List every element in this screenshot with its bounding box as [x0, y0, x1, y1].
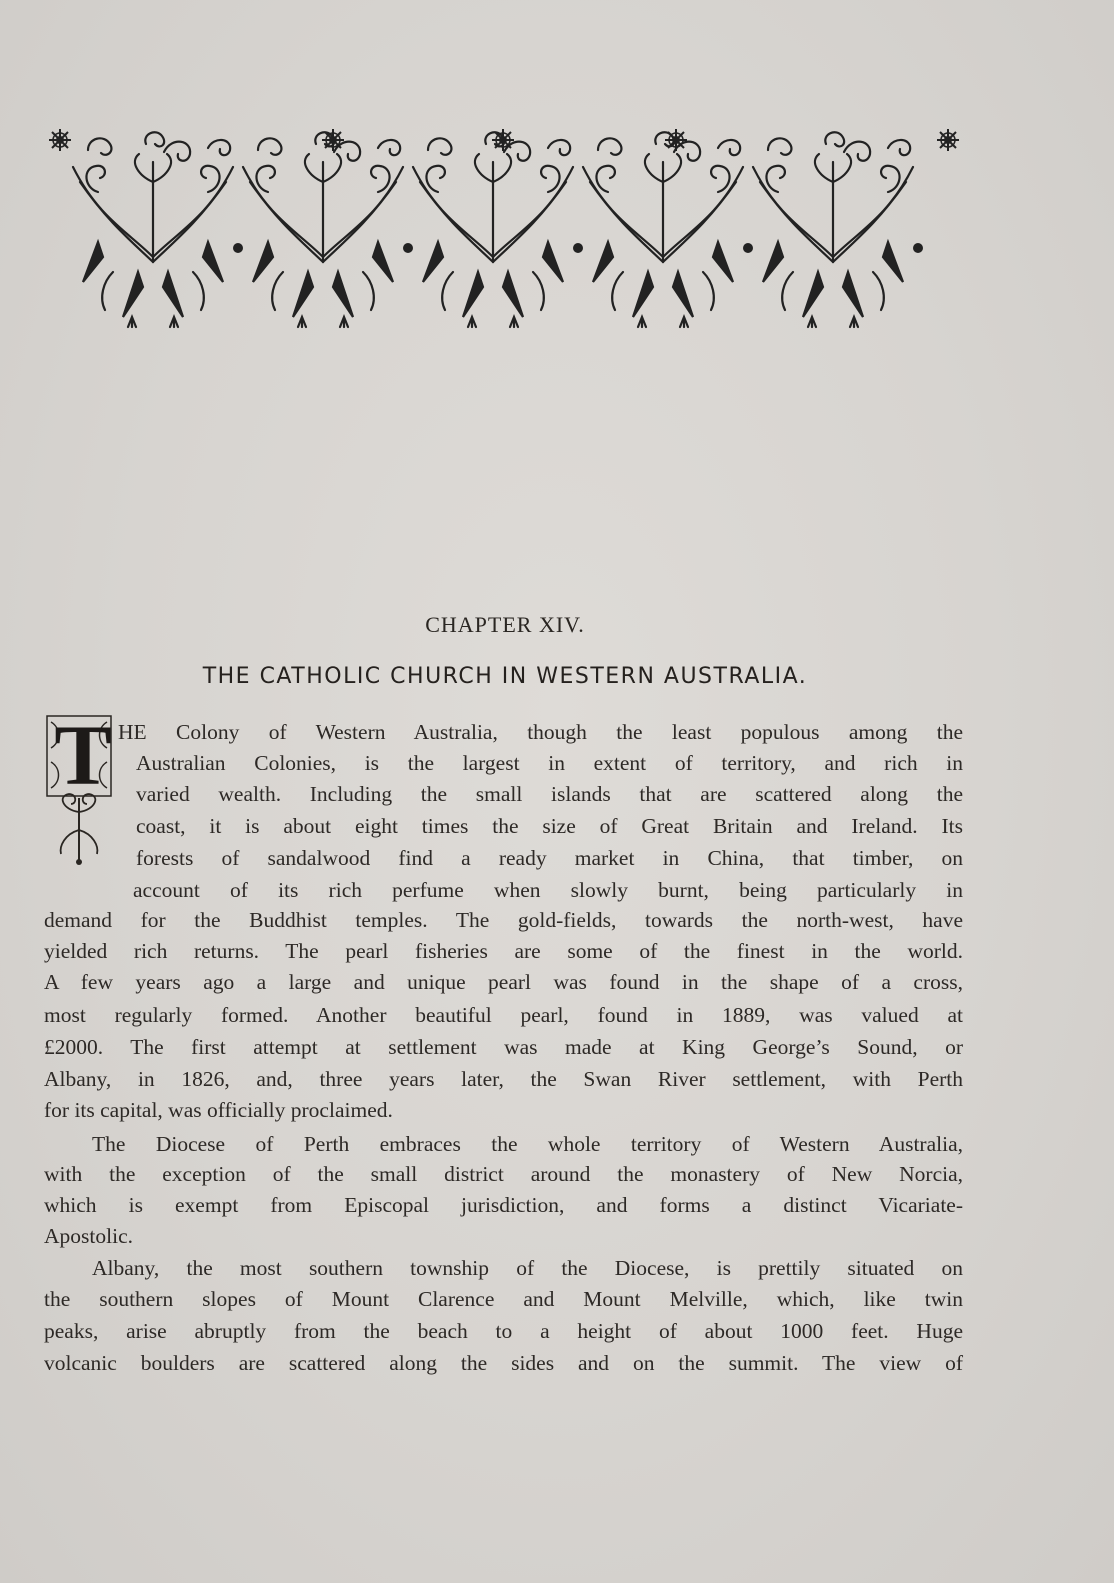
text-line: Albany, in 1826, and, three years later, the Swan River settlement, with Perth [44, 1067, 963, 1091]
text-line: for its capital, was officially proclaimed. [44, 1098, 393, 1122]
text-line: coast, it is about eight times the size of Great Britain and Ireland. Its [136, 814, 963, 838]
text-line: account of its rich perfume when slowly burnt, being particularly in [133, 878, 963, 902]
chapter-title: THE CATHOLIC CHURCH IN WESTERN AUSTRALIA. [202, 664, 808, 689]
drop-cap-letter: T [54, 707, 112, 803]
chapter-number: CHAPTER XIV. [425, 612, 585, 637]
text-line: A few years ago a large and unique pearl was found in the shape of a cross, [44, 970, 963, 994]
text-line: demand for the Buddhist temples. The gold-fields, towards the north-west, have [44, 908, 963, 932]
text-line: £2000. The first attempt at settlement was made at King George’s Sound, or [44, 1035, 963, 1059]
text-line: HE Colony of Western Australia, though the least populous among the [118, 720, 963, 744]
text-line: The Diocese of Perth embraces the whole territory of Western Australia, [92, 1132, 963, 1156]
text-line: forests of sandalwood find a ready market in China, that timber, on [136, 846, 963, 870]
text-line: the southern slopes of Mount Clarence and Mount Melville, which, like twin [44, 1287, 963, 1311]
text-line: Apostolic. [44, 1224, 133, 1248]
text-line: varied wealth. Including the small islands that are scattered along the [136, 782, 963, 806]
text-line: most regularly formed. Another beautiful pearl, found in 1889, was valued at [44, 1003, 963, 1027]
text-line: Australian Colonies, is the largest in extent of territory, and rich in [136, 751, 963, 775]
floral-headpiece-icon [48, 122, 970, 340]
text-line: Albany, the most southern township of the Diocese, is prettily situated on [92, 1256, 963, 1280]
text-line: with the exception of the small district around the monastery of New Norcia, [44, 1162, 963, 1186]
text-line: volcanic boulders are scattered along the sides and on the summit. The view of [44, 1351, 963, 1375]
text-line: peaks, arise abruptly from the beach to a height of about 1000 feet. Huge [44, 1319, 963, 1343]
text-line: which is exempt from Episcopal jurisdiction, and forms a distinct Vicariate- [44, 1193, 963, 1217]
drop-cap [43, 707, 115, 870]
text-line: yielded rich returns. The pearl fisheries are some of the finest in the world. [44, 939, 963, 963]
